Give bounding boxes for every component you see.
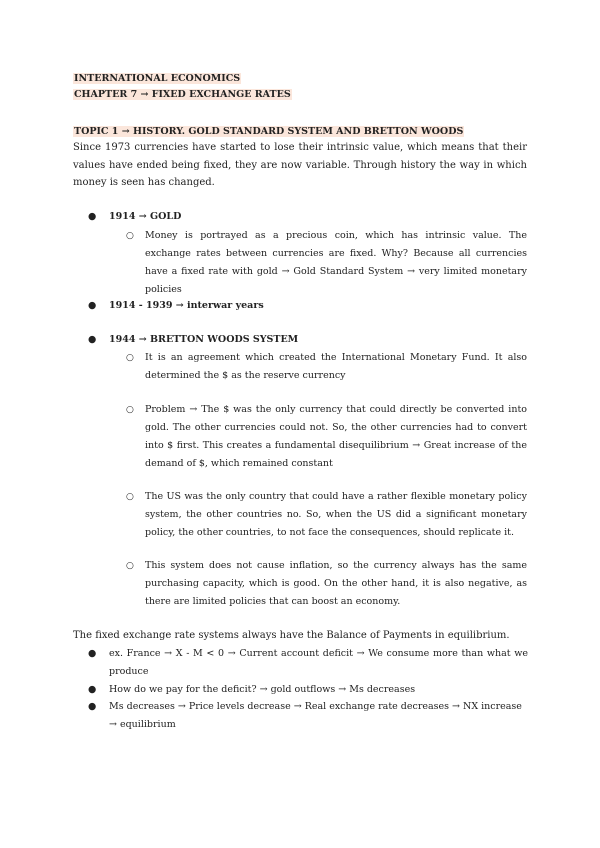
list-item-text: The US was the only country that could have a rather flexible monetary policy system, the other countries no. So, when the US did a significant monetary policy, the other countries, to not face the consequences, should replicate it. — [145, 491, 527, 538]
section-bretton-woods — [88, 331, 528, 349]
section-heading: 1944 → BRETTON WOODS SYSTEM — [109, 334, 299, 345]
chapter-title — [73, 87, 292, 102]
list-item — [88, 681, 528, 699]
bullet-icon: ● — [88, 300, 97, 311]
list-item — [126, 227, 527, 299]
sub-bullet-icon: ○ — [126, 231, 134, 241]
list-item-text: Money is portrayed as a precious coin, which has intrinsic value. The exchange rates between currencies are fixed. Why? Because all currencies have a fixed rate with gold → Gold Standard System → very limited monetary policies — [145, 230, 527, 295]
course-title-text: INTERNATIONAL ECONOMICS — [74, 73, 241, 84]
list-item — [126, 401, 527, 473]
course-title — [73, 71, 241, 86]
bullet-icon: ● — [88, 684, 97, 695]
bullet-icon: ● — [88, 701, 97, 712]
list-item — [126, 349, 527, 385]
list-item-text: How do we pay for the deficit? → gold outflows → Ms decreases — [109, 684, 416, 695]
sub-bullet-icon: ○ — [126, 353, 134, 363]
sub-bullet-icon: ○ — [126, 492, 134, 502]
sub-bullet-icon: ○ — [126, 561, 134, 571]
list-item — [88, 698, 528, 733]
list-item — [126, 557, 527, 611]
bullet-icon: ● — [88, 211, 97, 222]
topic-title-text: TOPIC 1 → HISTORY. GOLD STANDARD SYSTEM AND BRETTON WOODS — [74, 126, 464, 137]
list-item — [88, 645, 528, 680]
list-item-text: It is an agreement which created the International Monetary Fund. It also determined the $ as the reserve currency — [145, 352, 527, 381]
list-item-text: Ms decreases → Price levels decrease → Real exchange rate decreases → NX increase → equilibrium — [109, 701, 522, 730]
bop-intro: The fixed exchange rate systems always have the Balance of Payments in equilibrium. — [73, 630, 510, 641]
list-item-text: ex. France → X - M < 0 → Current account deficit → We consume more than what we produce — [109, 648, 528, 677]
bullet-icon: ● — [88, 648, 97, 659]
list-item-text: This system does not cause inflation, so the currency always has the same purchasing capacity, which is good. On the other hand, it is also negative, as there are limited policies that can boost an economy. — [145, 560, 527, 607]
bullet-icon: ● — [88, 334, 97, 345]
topic-intro: Since 1973 currencies have started to lose their intrinsic value, which means that their values have ended being fixed, they are now variable. Through history the way in which money is seen has changed. — [73, 142, 527, 188]
section-heading: 1914 - 1939 → interwar years — [109, 300, 264, 311]
topic-title — [73, 124, 464, 139]
section-heading: 1914 → GOLD — [109, 211, 182, 222]
section-interwar — [88, 297, 528, 315]
list-item-text: Problem → The $ was the only currency that could directly be converted into gold. The other currencies could not. So, the other currencies had to convert into $ first. This creates a fundamental disequilibrium → Great increase of the demand of $, which remained constant — [145, 404, 527, 469]
chapter-title-text: CHAPTER 7 → FIXED EXCHANGE RATES — [74, 89, 291, 100]
list-item — [126, 488, 527, 542]
sub-bullet-icon: ○ — [126, 405, 134, 415]
section-gold — [88, 208, 528, 226]
